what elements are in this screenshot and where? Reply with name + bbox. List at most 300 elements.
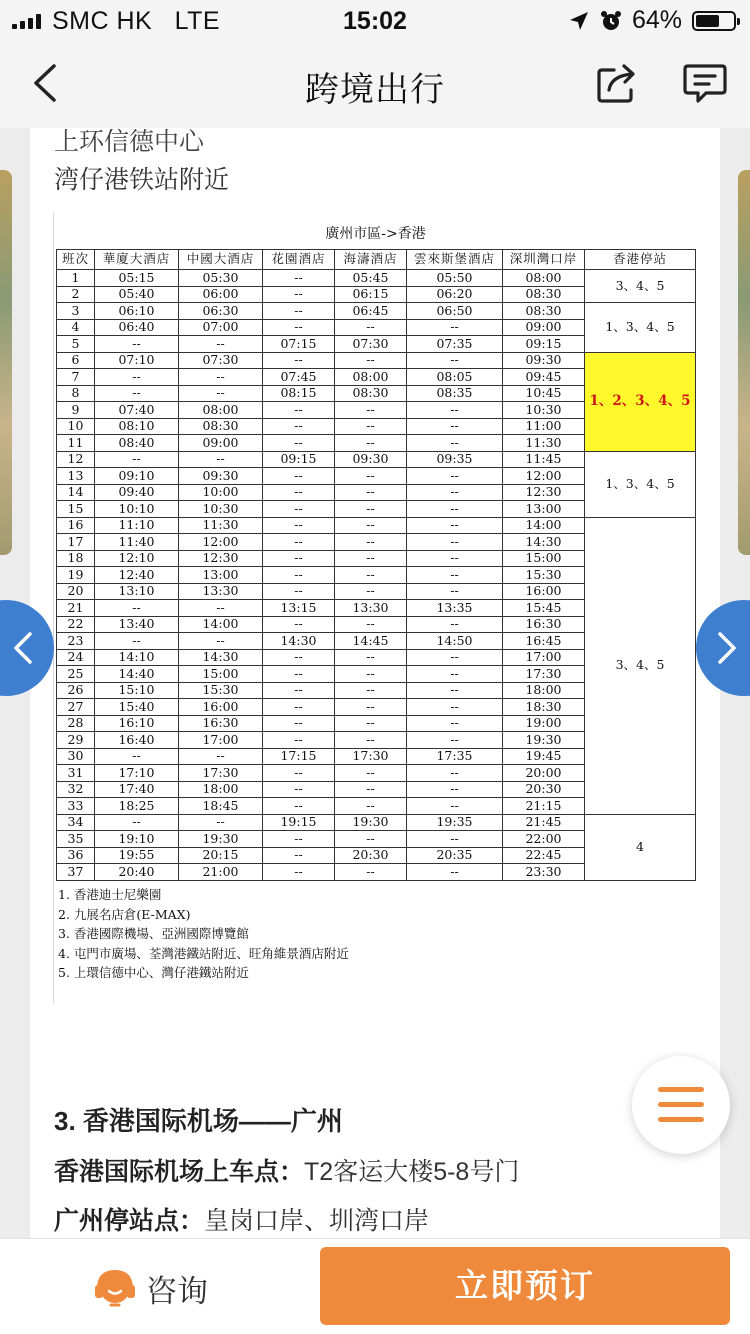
table-cell: 13 [57,468,95,485]
table-cell: -- [263,319,335,336]
table-cell: 07:45 [263,369,335,386]
table-cell: -- [407,649,503,666]
share-icon[interactable] [594,60,640,106]
table-cell: -- [335,765,407,782]
table-cell: -- [335,550,407,567]
table-cell: 06:20 [407,286,503,303]
table-cell: -- [335,468,407,485]
table-cell: 15:30 [179,682,263,699]
table-cell: 07:10 [95,352,179,369]
table-cell: 09:15 [503,336,585,353]
table-cell: -- [335,517,407,534]
table-cell: -- [407,781,503,798]
table-cell: -- [335,319,407,336]
table-cell: -- [335,583,407,600]
table-cell: 31 [57,765,95,782]
table-cell: 08:00 [179,402,263,419]
table-cell: 6 [57,352,95,369]
table-cell: 20:30 [503,781,585,798]
table-cell: 07:40 [95,402,179,419]
table-cell: 2 [57,286,95,303]
table-cell: 14:40 [95,666,179,683]
note-line: 3. 香港國際機場、亞洲國際博覽館 [58,926,249,941]
table-cell: -- [407,402,503,419]
table-cell: 08:00 [335,369,407,386]
table-cell: 18:45 [179,798,263,815]
table-cell: 19:35 [407,814,503,831]
table-cell: 06:00 [179,286,263,303]
table-cell: -- [179,336,263,353]
table-cell: 20:35 [407,847,503,864]
table-cell: -- [179,748,263,765]
timetable-header-cell: 海濤酒店 [335,250,407,270]
table-cell: 9 [57,402,95,419]
table-cell: 16:40 [95,732,179,749]
table-cell: 11:00 [503,418,585,435]
stops-label: 广州停站点： [54,1207,205,1235]
table-cell: 14:30 [179,649,263,666]
note-line: 5. 上環信德中心、灣仔港鐵站附近 [58,965,249,980]
timetable-header-cell: 雲來斯堡酒店 [407,250,503,270]
table-cell: 07:30 [179,352,263,369]
status-bar [0,0,750,40]
menu-icon [658,1117,704,1122]
chevron-left-icon [4,628,44,668]
table-cell: 08:30 [503,286,585,303]
table-cell: 10 [57,418,95,435]
table-cell: 09:30 [179,468,263,485]
table-cell: 11:30 [179,517,263,534]
table-cell: 07:00 [179,319,263,336]
table-cell: -- [335,781,407,798]
table-cell: 08:00 [503,270,585,287]
bottom-action-bar [0,1238,750,1334]
table-cell: -- [407,682,503,699]
table-cell: 16:10 [95,715,179,732]
table-cell: -- [407,517,503,534]
headset-icon [92,1265,138,1311]
page-title: 跨境出行 [305,71,445,109]
table-cell: 27 [57,699,95,716]
table-cell: 17:15 [263,748,335,765]
table-cell: 09:00 [503,319,585,336]
table-cell: -- [263,732,335,749]
table-cell: 14:10 [95,649,179,666]
table-cell: -- [407,319,503,336]
timetable-notes [58,885,349,983]
table-cell: 11:40 [95,534,179,551]
prev-stop-line: 湾仔港铁站附近 [54,166,230,194]
table-cell: 16:00 [179,699,263,716]
table-cell: 16:45 [503,633,585,650]
table-cell: 18:25 [95,798,179,815]
table-cell: 13:15 [263,600,335,617]
hk-stops-cell: 1、3、4、5 [585,303,696,353]
table-cell: -- [407,352,503,369]
table-cell: 13:00 [179,567,263,584]
table-cell: 20:00 [503,765,585,782]
table-cell: 17 [57,534,95,551]
table-cell: 16:30 [503,616,585,633]
table-cell: -- [335,798,407,815]
carousel-next-peek [738,170,750,555]
table-cell: -- [263,649,335,666]
table-row [57,451,696,468]
timetable-header-cell: 香港停站 [585,250,696,270]
table-cell: 33 [57,798,95,815]
table-cell: 15 [57,501,95,518]
table-cell: -- [263,682,335,699]
section-title: 3. 香港国际机场——广州 [54,1106,343,1136]
table-cell: 09:00 [179,435,263,452]
table-cell: 21:00 [179,864,263,881]
table-cell: 12:40 [95,567,179,584]
table-cell: 35 [57,831,95,848]
table-cell: -- [407,484,503,501]
table-cell: 16:00 [503,583,585,600]
table-cell: -- [263,864,335,881]
timetable-header-row [57,250,696,270]
table-cell: 13:30 [179,583,263,600]
table-cell: 17:30 [503,666,585,683]
table-cell: 14:45 [335,633,407,650]
table-cell: 16:30 [179,715,263,732]
table-cell: 17:00 [179,732,263,749]
table-cell: -- [263,534,335,551]
timetable-title: 廣州市區->香港 [325,226,426,242]
table-cell: 07:35 [407,336,503,353]
table-cell: 10:30 [503,402,585,419]
table-cell: 21 [57,600,95,617]
table-cell: 06:40 [95,319,179,336]
hk-stops-cell: 1、3、4、5 [585,451,696,517]
table-row [57,814,696,831]
table-cell: 25 [57,666,95,683]
table-cell: -- [263,402,335,419]
content-card [30,128,720,1238]
chevron-right-icon [706,628,746,668]
table-cell: -- [407,831,503,848]
carousel-prev-peek [0,170,12,555]
table-cell: -- [335,352,407,369]
table-cell: 11 [57,435,95,452]
table-cell: 14:50 [407,633,503,650]
table-cell: 05:50 [407,270,503,287]
table-cell: 21:45 [503,814,585,831]
table-cell: 05:40 [95,286,179,303]
table-cell: 06:15 [335,286,407,303]
table-cell: 12:30 [503,484,585,501]
table-cell: -- [407,699,503,716]
table-cell: -- [263,468,335,485]
table-cell: -- [95,369,179,386]
table-cell: 22 [57,616,95,633]
table-cell: 20:15 [179,847,263,864]
table-cell: 21:15 [503,798,585,815]
table-cell: -- [95,336,179,353]
table-cell: 17:00 [503,649,585,666]
consult-button[interactable] [92,1265,208,1311]
table-cell: 13:30 [335,600,407,617]
hk-stops-cell: 3、4、5 [585,517,696,814]
table-cell: 15:10 [95,682,179,699]
table-cell: 08:30 [335,385,407,402]
table-cell: -- [335,567,407,584]
table-cell: -- [335,699,407,716]
table-cell: -- [263,781,335,798]
table-cell: -- [263,583,335,600]
pickup-line [54,1152,519,1188]
table-cell: -- [95,385,179,402]
table-cell: -- [335,616,407,633]
note-line: 4. 屯門市廣場、荃灣港鐵站附近、旺角維景酒店附近 [58,945,349,961]
table-cell: 19:30 [503,732,585,749]
table-cell: -- [263,435,335,452]
table-cell: 34 [57,814,95,831]
table-cell: 08:05 [407,369,503,386]
table-cell: -- [263,550,335,567]
table-cell: 14:30 [503,534,585,551]
table-cell: 19:30 [335,814,407,831]
table-cell: 32 [57,781,95,798]
table-cell: 09:30 [503,352,585,369]
table-row [57,270,696,287]
hk-stops-cell: 1、2、3、4、5 [585,352,696,451]
menu-fab-button[interactable] [632,1056,730,1154]
table-cell: 12:10 [95,550,179,567]
alarm-icon [600,10,622,32]
table-cell: 10:45 [503,385,585,402]
table-cell: 23 [57,633,95,650]
status-right [568,6,736,35]
table-cell: 28 [57,715,95,732]
table-cell: -- [407,534,503,551]
table-cell: 18 [57,550,95,567]
table-cell: 20:40 [95,864,179,881]
table-cell: -- [335,484,407,501]
table-cell: 1 [57,270,95,287]
table-cell: 18:00 [503,682,585,699]
table-cell: -- [263,616,335,633]
nav-bar [0,40,750,128]
table-cell: 05:30 [179,270,263,287]
table-cell: -- [407,864,503,881]
table-cell: 09:10 [95,468,179,485]
table-cell: 09:45 [503,369,585,386]
table-row [57,517,696,534]
timetable-header-cell: 中國大酒店 [179,250,263,270]
hk-stops-cell: 4 [585,814,696,880]
table-cell: -- [95,814,179,831]
table-cell: -- [407,501,503,518]
table-cell: -- [407,732,503,749]
table-row [57,352,696,369]
table-cell: -- [263,798,335,815]
table-cell: -- [335,732,407,749]
table-cell: 19 [57,567,95,584]
table-cell: -- [263,303,335,320]
note-line: 1. 香港迪士尼樂園 [58,887,162,902]
timetable-header-cell: 花園酒店 [263,250,335,270]
table-cell: -- [407,550,503,567]
table-cell: 36 [57,847,95,864]
table-cell: 09:30 [335,451,407,468]
table-cell: 08:15 [263,385,335,402]
table-cell: 7 [57,369,95,386]
table-cell: 12 [57,451,95,468]
timetable-header-cell: 華廈大酒店 [95,250,179,270]
table-cell: 12:00 [179,534,263,551]
table-cell: -- [335,666,407,683]
table-cell: -- [263,699,335,716]
table-cell: 09:35 [407,451,503,468]
table-cell: 23:30 [503,864,585,881]
table-cell: 15:40 [95,699,179,716]
pickup-value: T2客运大楼5-8号门 [304,1158,520,1186]
table-cell: 06:50 [407,303,503,320]
table-cell: -- [407,435,503,452]
table-cell: -- [335,831,407,848]
table-cell: -- [335,501,407,518]
pickup-label: 香港国际机场上车点： [54,1158,305,1186]
table-cell: -- [407,666,503,683]
table-cell: -- [179,814,263,831]
table-cell: 06:10 [95,303,179,320]
table-cell: 05:45 [335,270,407,287]
table-cell: -- [407,715,503,732]
table-cell: 19:00 [503,715,585,732]
table-cell: 20 [57,583,95,600]
table-cell: 14 [57,484,95,501]
table-cell: 19:15 [263,814,335,831]
table-cell: 07:30 [335,336,407,353]
table-cell: 3 [57,303,95,320]
table-row [57,303,696,320]
table-cell: -- [335,418,407,435]
table-cell: -- [407,468,503,485]
table-cell: -- [263,831,335,848]
table-cell: 19:30 [179,831,263,848]
table-cell: 17:10 [95,765,179,782]
table-cell: -- [407,583,503,600]
table-cell: 09:15 [263,451,335,468]
menu-icon [658,1087,704,1092]
table-cell: 10:00 [179,484,263,501]
table-cell: -- [95,633,179,650]
table-cell: 12:30 [179,550,263,567]
prev-stop-line: 上环信德中心 [54,128,205,156]
hk-stops-cell: 3、4、5 [585,270,696,303]
table-cell: 13:40 [95,616,179,633]
location-icon [568,10,590,32]
table-cell: -- [335,649,407,666]
table-cell: 10:10 [95,501,179,518]
table-cell: 14:00 [503,517,585,534]
book-now-button[interactable]: 立即预订 [320,1247,730,1325]
timetable-image [53,213,698,1003]
table-cell: -- [263,765,335,782]
table-cell: -- [95,600,179,617]
table-cell: -- [263,715,335,732]
table-cell: 18:00 [179,781,263,798]
table-cell: -- [263,270,335,287]
table-cell: -- [95,451,179,468]
table-cell: -- [263,352,335,369]
note-line: 2. 九展名店倉(E-MAX) [58,906,191,922]
table-cell: 14:00 [179,616,263,633]
table-cell: -- [263,847,335,864]
table-cell: 15:00 [503,550,585,567]
table-cell: -- [335,534,407,551]
table-cell: 11:30 [503,435,585,452]
table-cell: 06:45 [335,303,407,320]
table-cell: 08:10 [95,418,179,435]
table-cell: 4 [57,319,95,336]
table-cell: 08:30 [503,303,585,320]
status-time: 15:02 [343,7,407,35]
table-cell: -- [335,715,407,732]
table-cell: 08:35 [407,385,503,402]
table-cell: 11:45 [503,451,585,468]
table-cell: 14:30 [263,633,335,650]
table-cell: -- [407,765,503,782]
table-cell: -- [335,682,407,699]
table-cell: -- [407,418,503,435]
table-cell: 5 [57,336,95,353]
table-cell: 13:35 [407,600,503,617]
table-cell: 18:30 [503,699,585,716]
table-cell: -- [179,600,263,617]
table-cell: 08:30 [179,418,263,435]
table-cell: 06:30 [179,303,263,320]
table-cell: 24 [57,649,95,666]
table-cell: 09:40 [95,484,179,501]
menu-icon [658,1102,704,1107]
message-icon[interactable] [682,60,728,106]
table-cell: -- [263,501,335,518]
table-cell: -- [179,633,263,650]
table-cell: -- [263,567,335,584]
table-cell: -- [179,369,263,386]
stops-value: 皇岗口岸、圳湾口岸 [204,1207,430,1235]
table-cell: 19:10 [95,831,179,848]
table-cell: -- [263,286,335,303]
table-cell: 22:45 [503,847,585,864]
table-cell: -- [179,451,263,468]
consult-label: 咨询 [146,1273,208,1309]
table-cell: 17:30 [179,765,263,782]
table-cell: -- [407,567,503,584]
timetable-header-cell: 班次 [57,250,95,270]
table-cell: 19:55 [95,847,179,864]
table-cell: 17:30 [335,748,407,765]
battery-icon [692,11,736,31]
carrier-label: SMC HK LTE [52,7,221,35]
table-cell: -- [335,402,407,419]
table-cell: -- [263,517,335,534]
table-cell: 26 [57,682,95,699]
table-cell: 11:10 [95,517,179,534]
table-cell: 13:10 [95,583,179,600]
table-cell: -- [335,864,407,881]
timetable-header-cell: 深圳灣口岸 [503,250,585,270]
table-cell: -- [179,385,263,402]
table-cell: 07:15 [263,336,335,353]
table-cell: 20:30 [335,847,407,864]
timetable-body [57,270,696,881]
table-cell: 22:00 [503,831,585,848]
table-cell: 37 [57,864,95,881]
